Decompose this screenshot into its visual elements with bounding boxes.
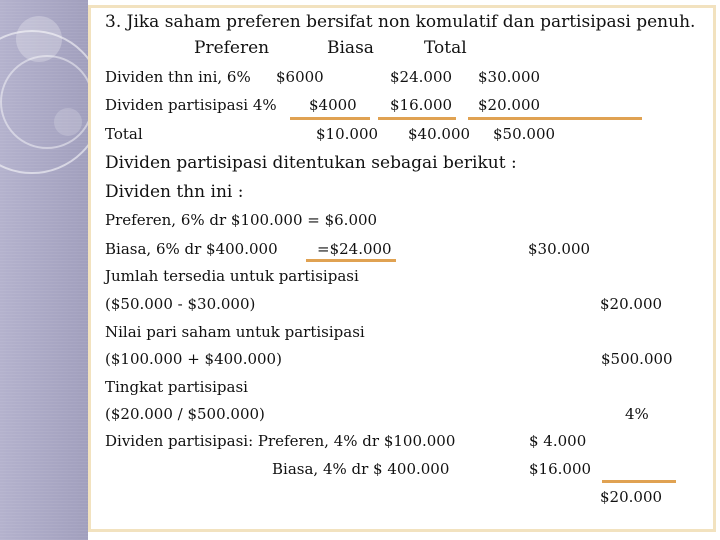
- underline: [290, 117, 370, 120]
- calc-tingkat-label: Tingkat partisipasi: [105, 378, 248, 396]
- calc-dividen-total: $30.000: [528, 240, 591, 258]
- header-biasa: Biasa: [327, 38, 374, 58]
- calc-nilai-label: Nilai pari saham untuk partisipasi: [105, 323, 365, 341]
- underline: [468, 117, 642, 120]
- row-preferen: $6000: [276, 68, 324, 86]
- row-biasa: $24.000: [390, 68, 453, 86]
- row-preferen: $10.000: [316, 125, 379, 143]
- underline: [378, 117, 456, 120]
- sub-heading: Dividen thn ini :: [105, 182, 244, 202]
- calc-partisipasi-label: Dividen partisipasi: Preferen, 4% dr $100.000: [105, 432, 456, 450]
- decorative-sidebar: [0, 0, 88, 540]
- calc-partisipasi-biasa-value: $16.000: [529, 460, 592, 478]
- calc-partisipasi-total: $20.000: [600, 488, 663, 506]
- underline: [306, 259, 396, 262]
- row-preferen: $4000: [309, 96, 357, 114]
- section-heading: Dividen partisipasi ditentukan sebagai berikut :: [105, 153, 517, 173]
- row-label: Dividen partisipasi 4%: [105, 96, 277, 114]
- header-total: Total: [424, 38, 467, 58]
- page-title: 3. Jika saham preferen bersifat non komulatif dan partisipasi penuh.: [105, 12, 696, 32]
- calc-nilai-value: $500.000: [601, 350, 673, 368]
- header-preferen: Preferen: [194, 38, 270, 58]
- row-label: Dividen thn ini, 6%: [105, 68, 251, 86]
- calc-biasa-value: =$24.000: [317, 240, 392, 258]
- calc-partisipasi-pref-value: $ 4.000: [529, 432, 587, 450]
- decor-ring: [0, 55, 88, 149]
- underline: [602, 480, 676, 483]
- row-total: $50.000: [493, 125, 556, 143]
- row-label: Total: [105, 125, 143, 143]
- calc-jumlah-label: Jumlah tersedia untuk partisipasi: [105, 267, 359, 285]
- calc-jumlah-formula: ($50.000 - $30.000): [105, 295, 256, 313]
- decor-circle: [54, 108, 82, 136]
- calc-tingkat-value: 4%: [625, 405, 649, 423]
- row-biasa: $40.000: [408, 125, 471, 143]
- calc-biasa: Biasa, 6% dr $400.000: [105, 240, 278, 258]
- row-total: $30.000: [478, 68, 541, 86]
- row-total: $20.000: [478, 96, 541, 114]
- calc-tingkat-formula: ($20.000 / $500.000): [105, 405, 265, 423]
- calc-nilai-formula: ($100.000 + $400.000): [105, 350, 282, 368]
- calc-partisipasi-biasa-label: Biasa, 4% dr $ 400.000: [272, 460, 450, 478]
- row-biasa: $16.000: [390, 96, 453, 114]
- calc-jumlah-value: $20.000: [600, 295, 663, 313]
- calc-preferen: Preferen, 6% dr $100.000 = $6.000: [105, 211, 378, 229]
